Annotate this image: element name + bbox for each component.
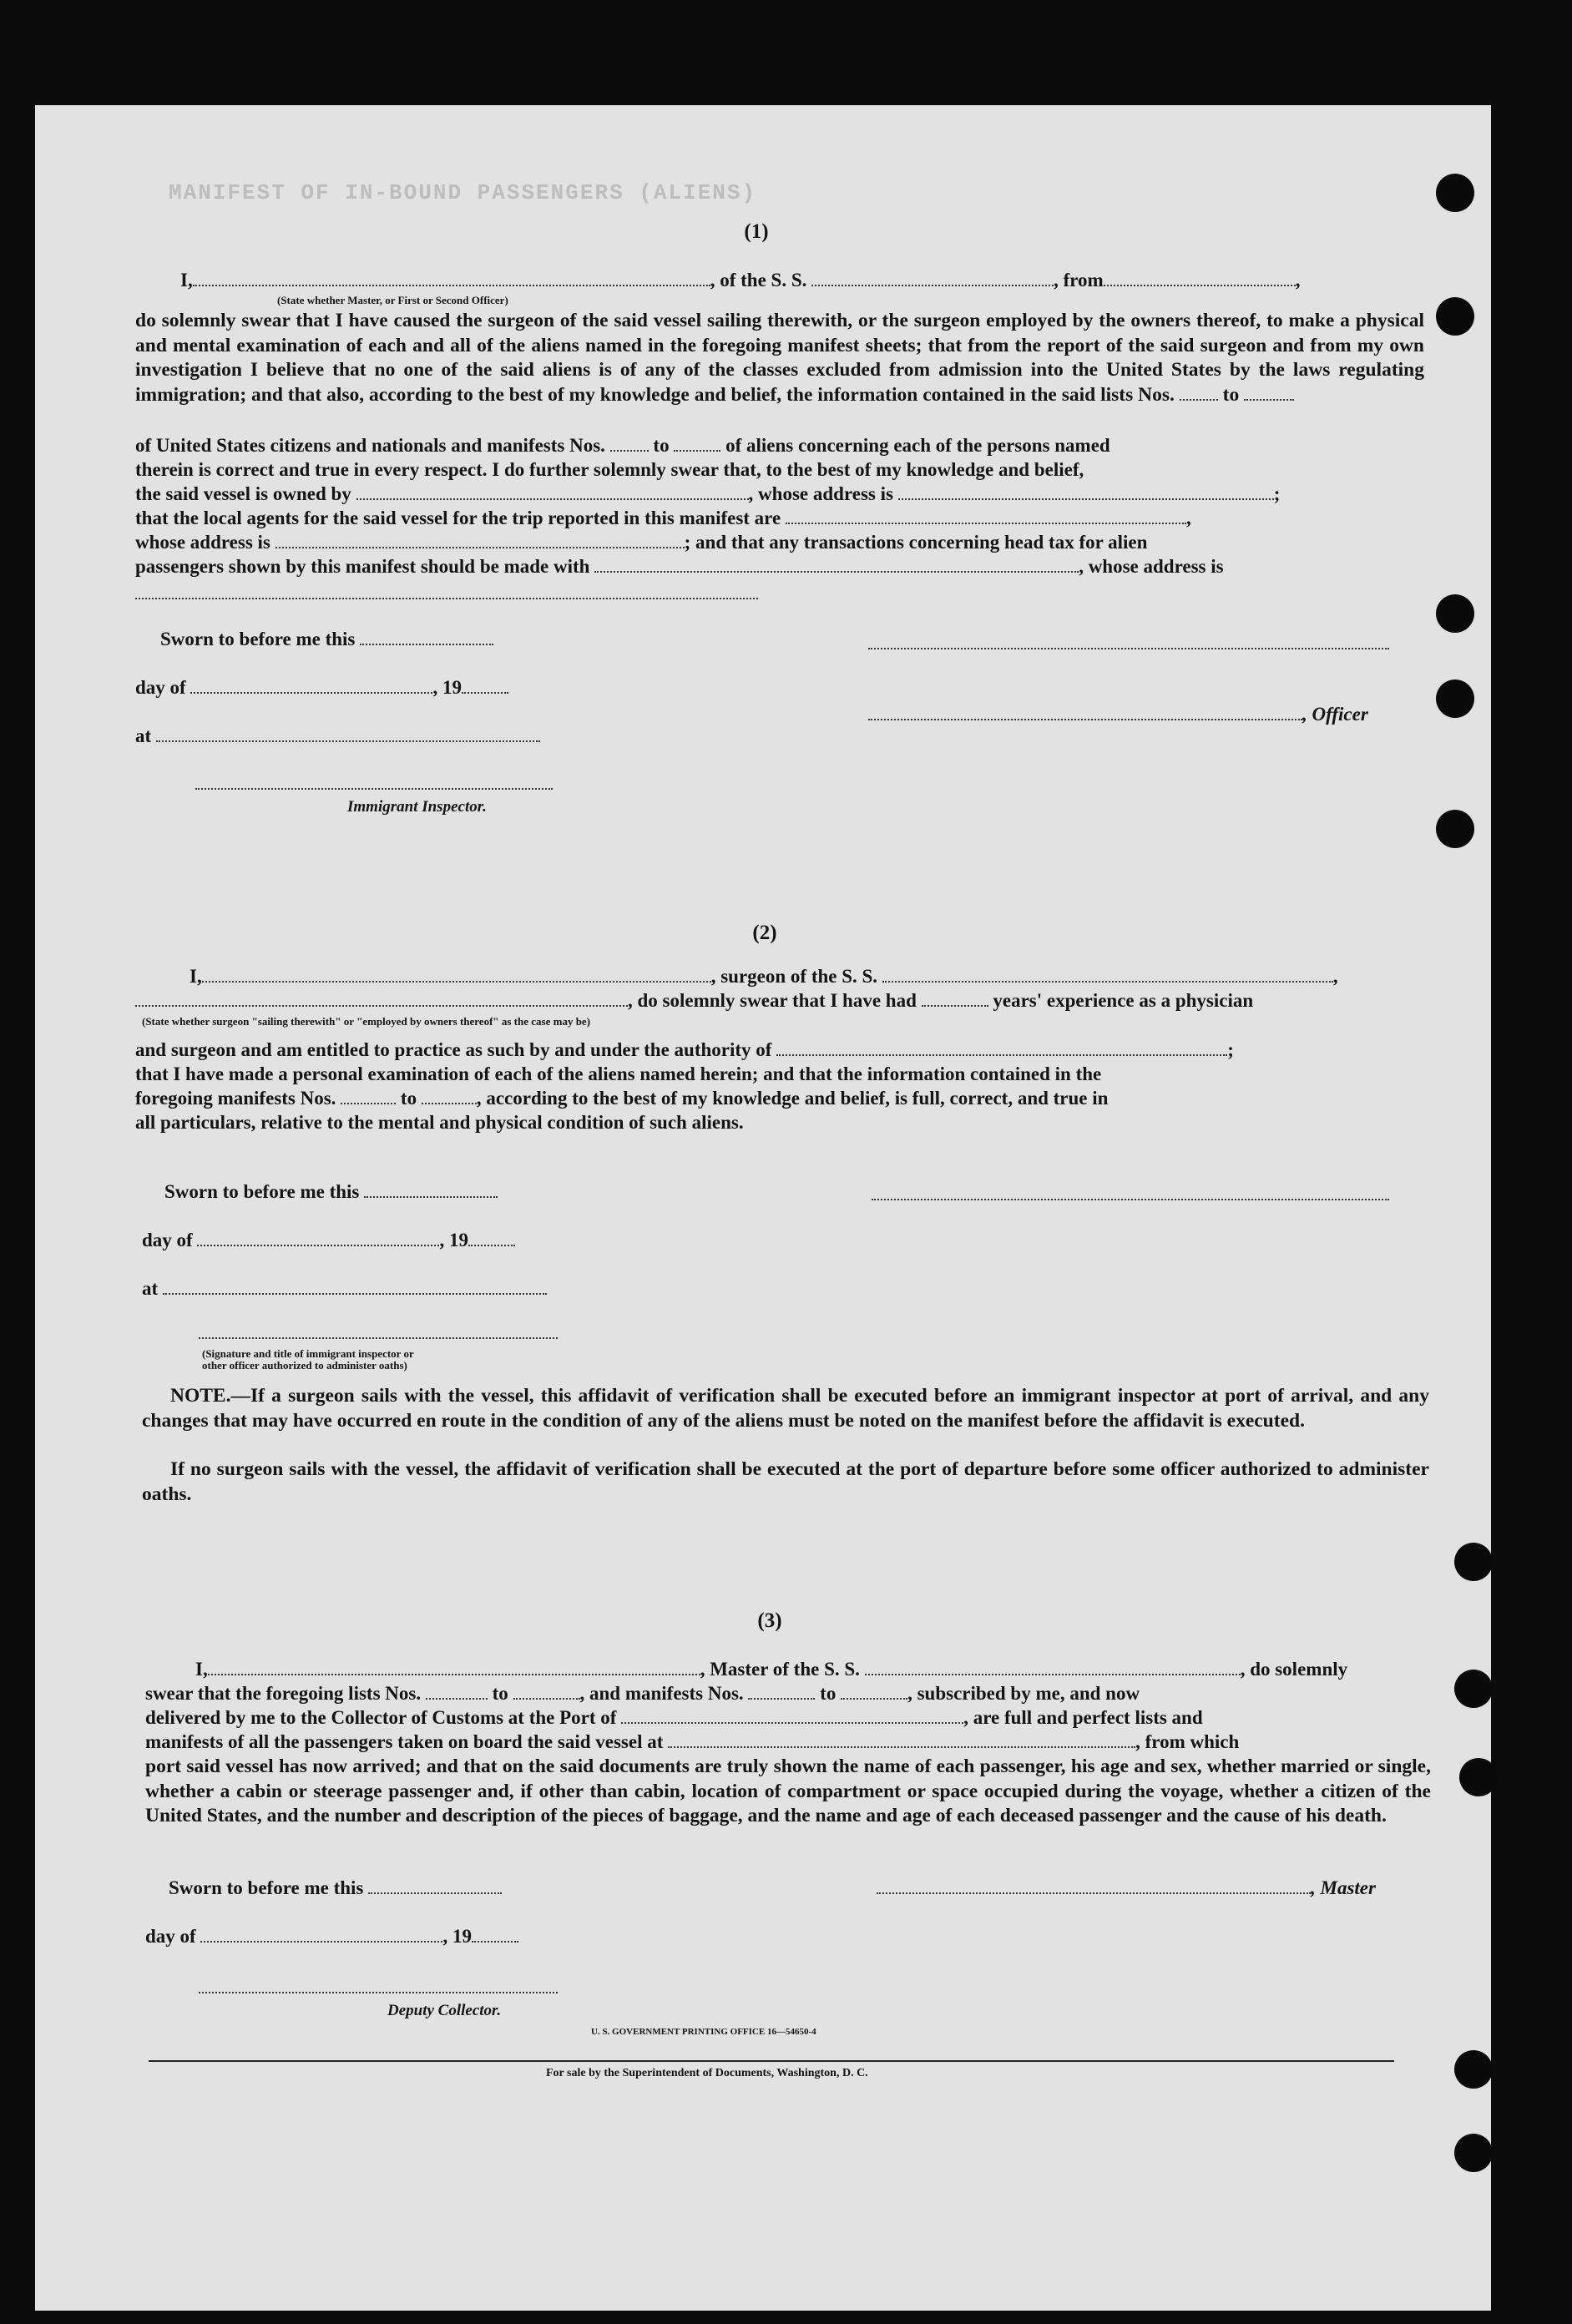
surgeon-line: I, , surgeon of the S. S. ,	[190, 966, 1338, 987]
port-from-field[interactable]	[1104, 270, 1296, 286]
agent-address-line: whose address is ; and that any transactions concerning head tax for alien	[135, 532, 1148, 553]
years-experience-field[interactable]	[922, 990, 988, 1007]
note-paragraph-2: If no surgeon sails with the vessel, the affidavit of verification shall be executed at the port of departure before some officer authorized to administer oaths.	[142, 1458, 1429, 1505]
at-line-1: at	[135, 725, 540, 748]
swear-years-line: , do solemnly swear that I have had years' experience as a physician	[135, 989, 1253, 1013]
manifests-to-field-3[interactable]	[841, 1683, 907, 1700]
lists-to-field-3[interactable]	[513, 1683, 580, 1700]
manifests-from-field-3[interactable]	[748, 1683, 815, 1700]
year-field[interactable]	[462, 677, 508, 694]
footer-rule	[149, 2060, 1394, 2062]
master-signature-line: , Master	[877, 1877, 1376, 1900]
delivered-line: delivered by me to the Collector of Customs at the Port of , are full and perfect lists and	[145, 1707, 1203, 1728]
boarding-port-field[interactable]	[668, 1731, 1135, 1748]
authority-field[interactable]	[776, 1039, 1227, 1056]
head-tax-address-field[interactable]	[135, 598, 758, 599]
printing-office-imprint: U. S. GOVERNMENT PRINTING OFFICE 16—54650-4	[591, 2027, 816, 2037]
surgeon-vessel-field[interactable]	[882, 966, 1333, 983]
lists-to-field[interactable]	[1244, 384, 1294, 401]
particulars-line: all particulars, relative to the mental and physical condition of such aliens.	[135, 1112, 744, 1133]
foregoing-from-field[interactable]	[341, 1088, 396, 1104]
officer-signature-field[interactable]	[868, 648, 1389, 649]
note-paragraph: NOTE.—If a surgeon sails with the vessel, this affidavit of verification shall be executed before an immigrant inspector at port of arrival, and any changes that may have occurred en route in the condition of any of the aliens must be noted on the manifest before the affidavit is executed.	[142, 1385, 1429, 1432]
section-3-heading: (3)	[757, 1609, 782, 1632]
officer-note: (State whether Master, or First or Second Officer)	[277, 294, 508, 306]
deputy-signature-field[interactable]	[199, 1992, 558, 1993]
note-label: NOTE.	[170, 1385, 231, 1407]
at-place-field-2[interactable]	[163, 1278, 547, 1295]
examination-line: that I have made a personal examination of each of the aliens named herein; and that the information contained in the	[135, 1063, 1102, 1084]
master-name-field[interactable]	[208, 1659, 700, 1675]
surgeon-name-field[interactable]	[202, 966, 711, 983]
day-of-line-1: day of , 19	[135, 676, 508, 700]
form-page	[35, 105, 1491, 2311]
local-agents-line: that the local agents for the said vessel for the trip reported in this manifest are ,	[135, 508, 1191, 528]
day-of-line-2: day of , 19	[142, 1229, 515, 1252]
punch-hole	[1454, 2050, 1493, 2089]
sworn-line-1: Sworn to before me this	[160, 628, 493, 651]
citizens-line: of United States citizens and nationals and manifests Nos. to of aliens concerning each of the persons named	[135, 435, 1110, 456]
local-agents-field[interactable]	[786, 508, 1186, 524]
day-of-month-field[interactable]	[190, 677, 432, 694]
foregoing-line: foregoing manifests Nos. to , according to the best of my knowledge and belief, is full, correct, and true in	[135, 1088, 1109, 1109]
sworn-line-2: Sworn to before me this	[164, 1180, 498, 1204]
vessel-name-field[interactable]	[811, 270, 1054, 286]
sworn-day-field-3[interactable]	[368, 1877, 502, 1894]
authority-line: and surgeon and am entitled to practice as such by and under the authority of ;	[135, 1039, 1234, 1060]
master-vessel-field[interactable]	[865, 1659, 1241, 1675]
surgeon-note: (State whether surgeon "sailing therewith" or "employed by owners thereof" as the case may be)	[142, 1015, 591, 1028]
day-of-month-field-2[interactable]	[197, 1230, 439, 1246]
signature-note-2: other officer authorized to administer oaths)	[202, 1359, 407, 1372]
deputy-collector-caption: Deputy Collector.	[387, 2002, 502, 2019]
sworn-day-field-2[interactable]	[364, 1181, 498, 1198]
sworn-line-3: Sworn to before me this	[169, 1877, 502, 1900]
manifests-to-field[interactable]	[674, 435, 720, 452]
surgeon-capacity-field[interactable]	[135, 990, 628, 1007]
punch-hole	[1459, 1758, 1498, 1796]
foregoing-to-field[interactable]	[422, 1088, 477, 1104]
master-signature-field[interactable]	[877, 1877, 1311, 1894]
owner-address-field[interactable]	[898, 483, 1274, 500]
owned-by-line: the said vessel is owned by , whose address is ;	[135, 483, 1281, 504]
port-field[interactable]	[621, 1707, 963, 1724]
agent-address-field[interactable]	[275, 532, 685, 548]
section-1-oath-line: I, , of the S. S. , from ,	[180, 270, 1301, 290]
owner-field[interactable]	[356, 483, 749, 500]
lists-from-field-3[interactable]	[426, 1683, 488, 1700]
for-sale-line: For sale by the Superintendent of Documents, Washington, D. C.	[546, 2067, 868, 2079]
inspector-signature-field[interactable]	[195, 788, 553, 790]
punch-hole	[1454, 1543, 1493, 1581]
section-3-body: port said vessel has now arrived; and that on the said documents are truly shown the name of each passenger, his age and sex, whether married or single, whether a cabin or steerage passenger and, if other than cabin, location of compartment or space occupied during the voyage, whether a citizen of the United States, and the number and description of the pieces of baggage, and the name and age of each deceased passenger and the cause of his death.	[145, 1756, 1431, 1826]
punch-hole	[1436, 594, 1474, 633]
swear-lists-line: swear that the foregoing lists Nos. to , and manifests Nos. to , subscribed by me, and now	[145, 1683, 1140, 1704]
officer-name-field[interactable]	[193, 270, 710, 286]
section-1-body: do solemnly swear that I have caused the surgeon of the said vessel sailing therewith, or the surgeon employed by the owners thereof, to make a physical and mental examination of each and all of the aliens named in the foregoing manifest sheets; that from the report of the said surgeon and from my own investigation I believe that no one of the said aliens is of any of the classes excluded from admission into the United States by the laws regulating immigration; and that also, according to the best of my knowledge and belief, the information contained in the said lists Nos. to	[135, 310, 1424, 406]
signature-note-1: (Signature and title of immigrant inspector or	[202, 1347, 414, 1360]
punch-hole	[1436, 680, 1474, 718]
manifests-at-line: manifests of all the passengers taken on board the said vessel at , from which	[145, 1731, 1240, 1752]
immigrant-inspector-caption: Immigrant Inspector.	[347, 798, 487, 816]
surgeon-signature-field[interactable]	[872, 1199, 1389, 1200]
sworn-day-field[interactable]	[360, 629, 493, 645]
master-line: I, , Master of the S. S. , do solemnly	[195, 1659, 1348, 1680]
authorized-officer-signature-field[interactable]	[199, 1337, 558, 1339]
at-place-field[interactable]	[156, 725, 540, 742]
show-through-text: MANIFEST OF IN-BOUND PASSENGERS (ALIENS)	[169, 180, 757, 205]
punch-hole	[1436, 174, 1474, 212]
officer-line: , Officer	[868, 703, 1368, 726]
officer-title-field[interactable]	[868, 704, 1302, 720]
head-tax-agent-field[interactable]	[594, 556, 1079, 573]
day-of-line-3: day of , 19	[145, 1925, 518, 1948]
manifests-from-field[interactable]	[610, 435, 649, 452]
at-line-2: at	[142, 1277, 547, 1301]
section-2-heading: (2)	[752, 922, 777, 944]
lists-from-field[interactable]	[1180, 384, 1218, 401]
passengers-line: passengers shown by this manifest should be made with , whose address is	[135, 556, 1224, 577]
punch-hole	[1454, 1670, 1493, 1708]
year-field-3[interactable]	[472, 1926, 518, 1943]
day-of-month-field-3[interactable]	[200, 1926, 442, 1943]
punch-hole	[1454, 2134, 1493, 2172]
section-1-heading: (1)	[744, 220, 769, 243]
year-field-2[interactable]	[468, 1230, 515, 1246]
therein-line: therein is correct and true in every respect. I do further solemnly swear that, to the best of my knowledge and belief,	[135, 459, 1084, 480]
punch-hole	[1436, 810, 1474, 848]
punch-hole	[1436, 297, 1474, 336]
